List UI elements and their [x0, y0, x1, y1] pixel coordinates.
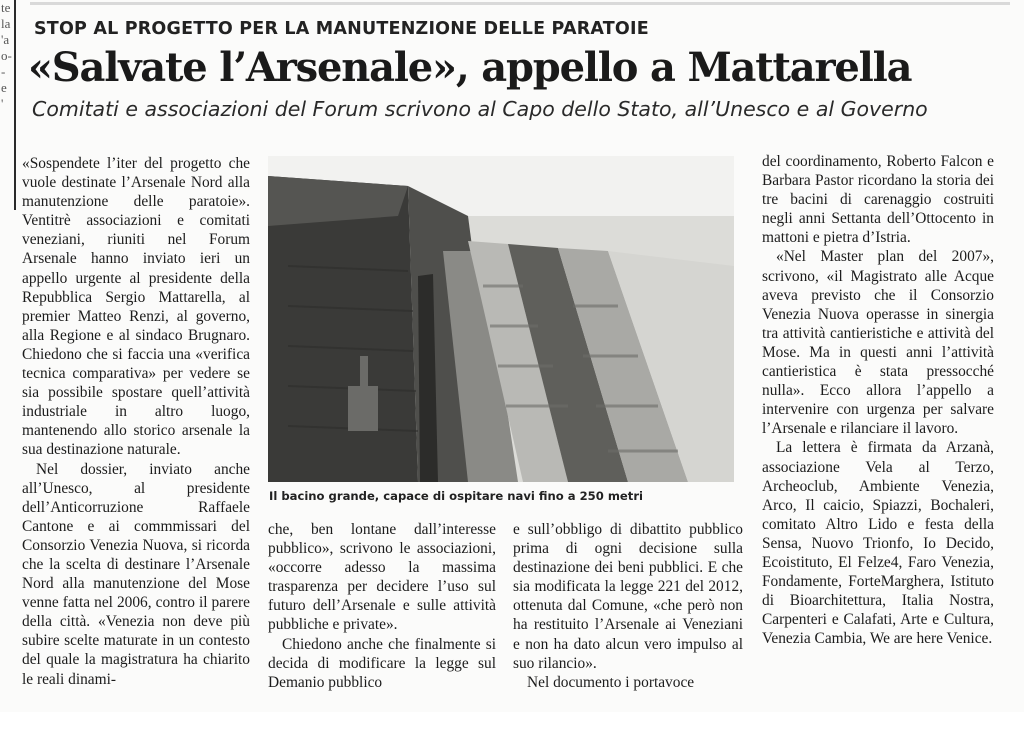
page-edge-line: 'a: [1, 32, 10, 47]
paragraph: e sull’obbligo di dibattito pubblico prima di ogni decisione sulla destinazione dei beni pubblici. E che sia modificata la legge 221 del 2012, ottenuta dal Comune, «che però non ha restituito l’Arsenale ai Veneziani e non ha dato alcun vero impulso al suo rilancio».: [513, 521, 743, 672]
photo-caption: Il bacino grande, capace di ospitare navi fino a 250 metri: [269, 489, 644, 503]
article-headline: «Salvate l’Arsenale», appello a Mattarella: [28, 44, 912, 91]
paragraph: «Nel Master plan del 2007», scrivono, «il Magistrato alle Acque aveva previsto che il Consorzio Venezia Nuova operasse in sinergia tra attività cantieristiche e attività del Mose. Ma in questi anni l’attività cantieristica è stata pressocché nulla». Ecco allora l’appello a intervenire con urgenza per salvare l’Arsenale e rilanciare il lavoro.: [762, 248, 994, 438]
paragraph: Nel dossier, inviato anche all’Unesco, al presidente dell’Anticorruzione Raffaele Cantone e ai commmissari del Consorzio Venezia Nuova, si ricorda che la scelta di destinare l’Arsenale Nord alla manutenzione del Mose venne fatta nel 2006, contro il parere della città. «Venezia non deve più subire scelte maturate in un contesto del quale la magistratura ha chiarito le reali dinami-: [22, 460, 250, 688]
paragraph: che, ben lontane dall’interesse pubblico», scrivono le associazioni, «occorre adesso la massima trasparenza per decidere l’uso sul futuro dell’Arsenale e sulle attività pubbliche e private».: [268, 521, 496, 634]
scan-top-line: [30, 2, 1010, 5]
paragraph: Nel documento i portavoce: [527, 673, 695, 691]
page-edge-line: ': [1, 96, 4, 111]
paragraph: del coordinamento, Roberto Falcon e Barbara Pastor ricordano la storia dei tre bacini di carenaggio costruiti negli anni Settanta dell’Ottocento in mattoni e pietra d’Istria.: [762, 153, 994, 247]
article-subhead: Comitati e associazioni del Forum scrivono al Capo dello Stato, all’Unesco e al Governo: [32, 97, 928, 121]
dry-dock-photo: [268, 156, 734, 482]
dry-dock-illustration: [268, 156, 734, 482]
page-edge-line: e: [1, 80, 7, 95]
page-edge-line: la: [1, 16, 11, 31]
paragraph: «Sospendete l’iter del progetto che vuole destinate l’Arsenale Nord alla manutenzione delle paratoie». Ventitrè associazioni e comitati veneziani, riuniti nel Forum Arsenale hanno inviato ieri un appello urgente al presidente della Repubblica Sergio Mattarella, al premier Matteo Renzi, al governo, alla Regione e al sindaco Brugnaro. Chiedono che si faccia una «verifica tecnica comparativa» per vedere se sia possibile spostare quell’attività industriale in altro luogo, mantenendo allo storico arsenale la sua destinazione naturale.: [22, 155, 250, 459]
page-edge-line: te: [1, 0, 11, 15]
article-column-3: [513, 520, 743, 692]
previous-page-edge: [0, 0, 16, 210]
page-edge-line: o-: [1, 48, 12, 63]
article-column-1: [22, 154, 250, 689]
article-column-4: [762, 152, 994, 648]
page-edge-line: -: [1, 64, 6, 79]
paragraph: Chiedono anche che finalmente si decida di modificare la legge sul Demanio pubblico: [268, 635, 496, 691]
article-column-2: [268, 520, 496, 692]
scan-bottom-margin: [0, 712, 1024, 733]
article-kicker: STOP AL PROGETTO PER LA MANUTENZIONE DELLE PARATOIE: [34, 19, 649, 39]
paragraph: La lettera è firmata da Arzanà, associazione Vela al Terzo, Archeoclub, Ambiente Venezia, Arco, Il caicio, Spiazzi, Bochaleri, comitato Altro Lido e festa della Sensa, Nuovo Trionfo, Io Decido, Ecoistituto, El Felze4, Faro Venezia, Fondamente, ForteMarghera, Istituto di Bioarchitettura, Italia Nostra, Carpenteri e Calafati, Arte e Cultura, Venezia Cambia, We are here Venice.: [762, 439, 994, 648]
